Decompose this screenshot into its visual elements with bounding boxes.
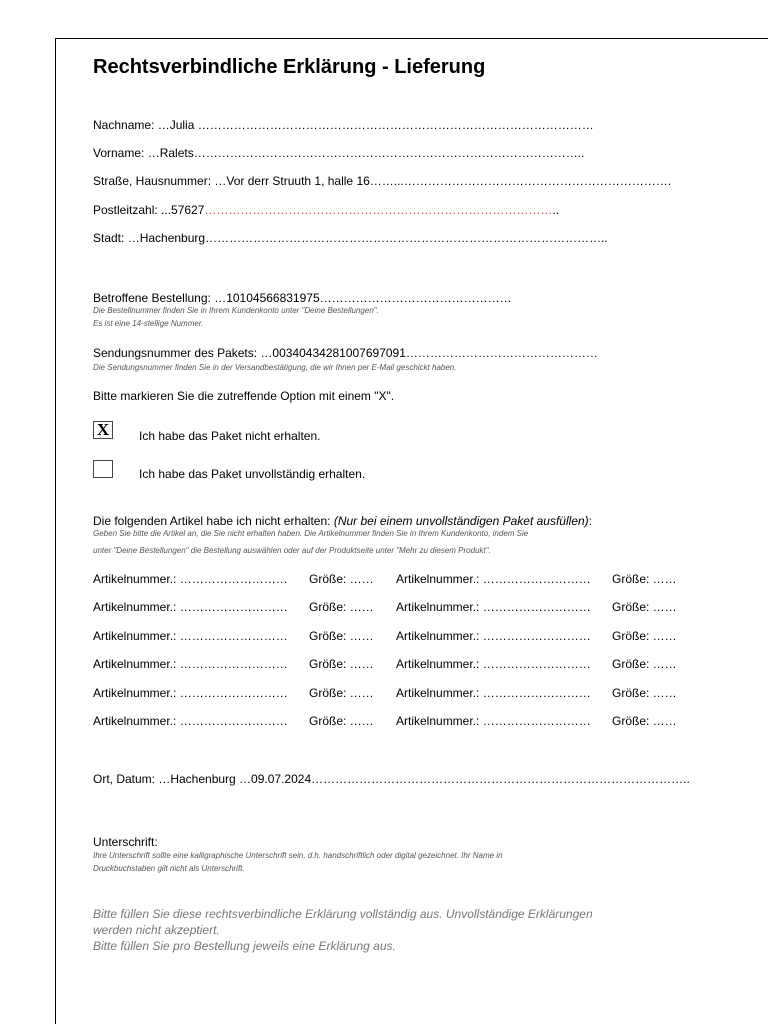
article-size-right: Größe: …… <box>612 657 677 671</box>
option-incomplete-checkbox[interactable] <box>93 460 113 478</box>
article-number-left: Artikelnummer.: ……………………… <box>93 629 288 643</box>
sendung-hint: Die Sendungsnummer finden Sie in der Versandbestätigung, die wir Ihnen per E-Mail geschickt haben. <box>93 363 457 372</box>
option-incomplete-label: Ich habe das Paket unvollständig erhalten. <box>139 467 366 481</box>
article-number-right: Artikelnummer.: ……………………… <box>396 714 591 728</box>
footer-line-3: Bitte füllen Sie pro Bestellung jeweils eine Erklärung aus. <box>93 939 396 953</box>
article-number-left: Artikelnummer.: ……………………… <box>93 714 288 728</box>
footer-line-1: Bitte füllen Sie diese rechtsverbindliche Erklärung vollständig aus. Unvollständige Erklärungen <box>93 907 593 921</box>
article-size-right: Größe: …… <box>612 686 677 700</box>
signature-hint-2: Druckbuchstaben gilt nicht als Unterschrift. <box>93 864 245 873</box>
sendung-field: Sendungsnummer des Pakets: …00340434281007697091………………………………………… <box>93 346 598 360</box>
article-number-right: Artikelnummer.: ……………………… <box>396 629 591 643</box>
page-title: Rechtsverbindliche Erklärung - Lieferung <box>93 56 486 78</box>
option-not-received-label: Ich habe das Paket nicht erhalten. <box>139 429 321 443</box>
footer-line-2: werden nicht akzeptiert. <box>93 923 220 937</box>
plz-label: Postleitzahl: ...57627 <box>93 203 205 217</box>
article-number-right: Artikelnummer.: ……………………… <box>396 600 591 614</box>
bestellung-field: Betroffene Bestellung: …10104566831975………………………………………… <box>93 291 512 305</box>
stadt-field: Stadt: …Hachenburg……………………………………………………………………………………….. <box>93 231 608 245</box>
article-size-left: Größe: …… <box>309 686 374 700</box>
article-size-left: Größe: …… <box>309 572 374 586</box>
article-size-left: Größe: …… <box>309 600 374 614</box>
articles-heading-colon: : <box>588 514 592 528</box>
article-size-right: Größe: …… <box>612 714 677 728</box>
plz-end: .. <box>552 203 560 217</box>
article-size-left: Größe: …… <box>309 714 374 728</box>
article-number-left: Artikelnummer.: ……………………… <box>93 572 288 586</box>
articles-heading-text: Die folgenden Artikel habe ich nicht erhalten: <box>93 514 331 528</box>
articles-heading <box>93 514 592 528</box>
nachname-field: Nachname: …Julia ……………………………………………………………………………………… <box>93 118 594 132</box>
articles-hint-1: Geben Sie bitte die Artikel an, die Sie nicht erhalten haben. Die Artikelnummer finden Sie in Ihrem Kundenkonto, indem Sie <box>93 529 529 538</box>
article-size-right: Größe: …… <box>612 629 677 643</box>
strasse-field: Straße, Hausnummer: …Vor derr Struuth 1, halle 16……...…………………………………………………………. <box>93 174 672 188</box>
article-number-right: Artikelnummer.: ……………………… <box>396 686 591 700</box>
article-number-left: Artikelnummer.: ……………………… <box>93 600 288 614</box>
bestellung-hint-2: Es ist eine 14-stellige Nummer. <box>93 319 204 328</box>
article-number-right: Artikelnummer.: ……………………… <box>396 657 591 671</box>
option-not-received-checkbox[interactable]: X <box>93 421 113 439</box>
articles-hint-2: unter "Deine Bestellungen" die Bestellung auswählen oder auf der Produktseite unter "Mehr zu diesem Produkt". <box>93 546 491 555</box>
bestellung-hint-1: Die Bestellnummer finden Sie in Ihrem Kundenkonto unter "Deine Bestellungen". <box>93 306 379 315</box>
articles-heading-note: (Nur bei einem unvollständigen Paket ausfüllen) <box>333 514 589 528</box>
plz-field <box>93 203 559 217</box>
ort-datum-field: Ort, Datum: …Hachenburg …09.07.2024………………………………………………………………………………….. <box>93 772 690 786</box>
article-number-left: Artikelnummer.: ……………………… <box>93 686 288 700</box>
article-number-right: Artikelnummer.: ……………………… <box>396 572 591 586</box>
article-size-left: Größe: …… <box>309 657 374 671</box>
vorname-field: Vorname: …Ralets…………………………………………………………………………………….. <box>93 146 585 160</box>
signature-label: Unterschrift: <box>93 835 158 849</box>
options-instruction: Bitte markieren Sie die zutreffende Option mit einem "X". <box>93 389 395 403</box>
article-number-left: Artikelnummer.: ……………………… <box>93 657 288 671</box>
article-size-right: Größe: …… <box>612 600 677 614</box>
article-size-left: Größe: …… <box>309 629 374 643</box>
plz-dots: …………………………………………………………………………… <box>204 203 553 217</box>
signature-hint-1: Ihre Unterschrift sollte eine kalligraphische Unterschrift sein, d.h. handschriftlich oder digital gezeichnet. Ihr Name in <box>93 851 503 860</box>
article-size-right: Größe: …… <box>612 572 677 586</box>
